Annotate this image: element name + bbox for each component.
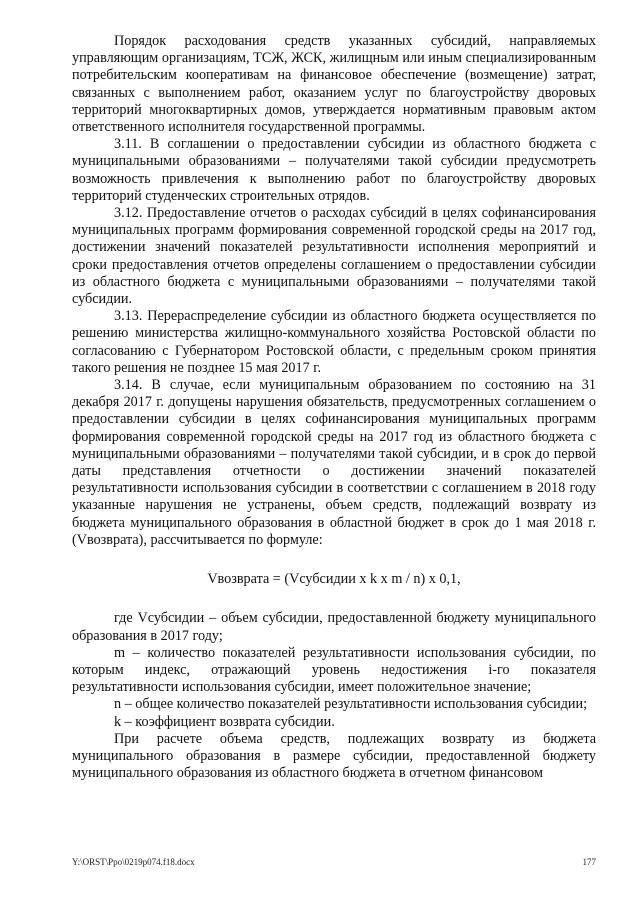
paragraph-3-13: 3.13. Перераспределение субсидии из областного бюджета осуществляется по решению министерства жилищно-коммунального хозяйства Ростовской области по согласованию с Губернатором Ростовской области, с предельным сроком принятия такого решения не позднее 15 мая 2017 г.	[72, 308, 596, 376]
document-body	[72, 33, 596, 782]
page-number: 177	[582, 857, 596, 867]
definition-v-subsidy: где Vсубсидии – объем субсидии, предоставленной бюджету муниципального образования в 2017 году;	[72, 610, 596, 644]
paragraph-calculation-continued: При расчете объема средств, подлежащих возврату из бюджета муниципального образования в размере субсидии, предоставленной бюджету муниципального образования из областного бюджета в отчетном финансовом	[72, 730, 596, 782]
definition-n: n – общее количество показателей результативности использования субсидии;	[114, 696, 588, 713]
paragraph-subsidy-spending-order: Порядок расходования средств указанных субсидий, направляемых управляющим организациям, ТСЖ, ЖСК, жилищным или иным специализированным потребительским кооперативам на финансовое обеспечение (возмещение) затрат, связанных с выполнением работ, оказанием услуг по благоустройству дворовых территорий многоквартирных домов, утверждается нормативным правовым актом ответственного исполнителя государственной программы.	[72, 33, 596, 136]
definition-m: m – количество показателей результативности использования субсидии, по которым индекс, отражающий уровень недостижения i-го показателя результативности использования субсидии, имеет положительное значение;	[72, 644, 596, 696]
definition-k: k – коэффициент возврата субсидии.	[114, 713, 335, 730]
footer-file-path: Y:\ORST\Ppo\0219p074.f18.docx	[72, 857, 195, 867]
paragraph-3-11: 3.11. В соглашении о предоставлении субсидии из областного бюджета с муниципальными образованиями – получателями такой субсидии предусмотреть возможность привлечения к выполнению работ по благоустройству дворовых территорий студенческих строительных отрядов.	[72, 136, 596, 204]
paragraph-3-12: 3.12. Предоставление отчетов о расходах субсидий в целях софинансирования муниципальных программ формирования современной городской среды на 2017 год, достижении значений показателей результативности исполнения мероприятий и сроки предоставления отчетов определены соглашением о предоставлении субсидии из областного бюджета с муниципальными образованиями – получателями такой субсидии.	[72, 205, 596, 308]
return-formula: Vвозврата = (Vсубсидии x k x m / n) x 0,1,	[207, 571, 461, 588]
paragraph-3-14: 3.14. В случае, если муниципальным образованием по состоянию на 31 декабря 2017 г. допущены нарушения обязательств, предусмотренных соглашением о предоставлении субсидии в целях софинансирования муниципальных программ формирования современной городской среды на 2017 год из областного бюджета с муниципальными образованиями – получателями такой субсидии, и в срок до первой даты представления отчетности о достижении значений показателей результативности использования субсидии в соответствии с соглашением в 2018 году указанные нарушения не устранены, объем средств, подлежащий возврату из бюджета муниципального образования в областной бюджет в срок до 1 мая 2018 г. (Vвозврата), рассчитывается по формуле:	[72, 377, 596, 548]
